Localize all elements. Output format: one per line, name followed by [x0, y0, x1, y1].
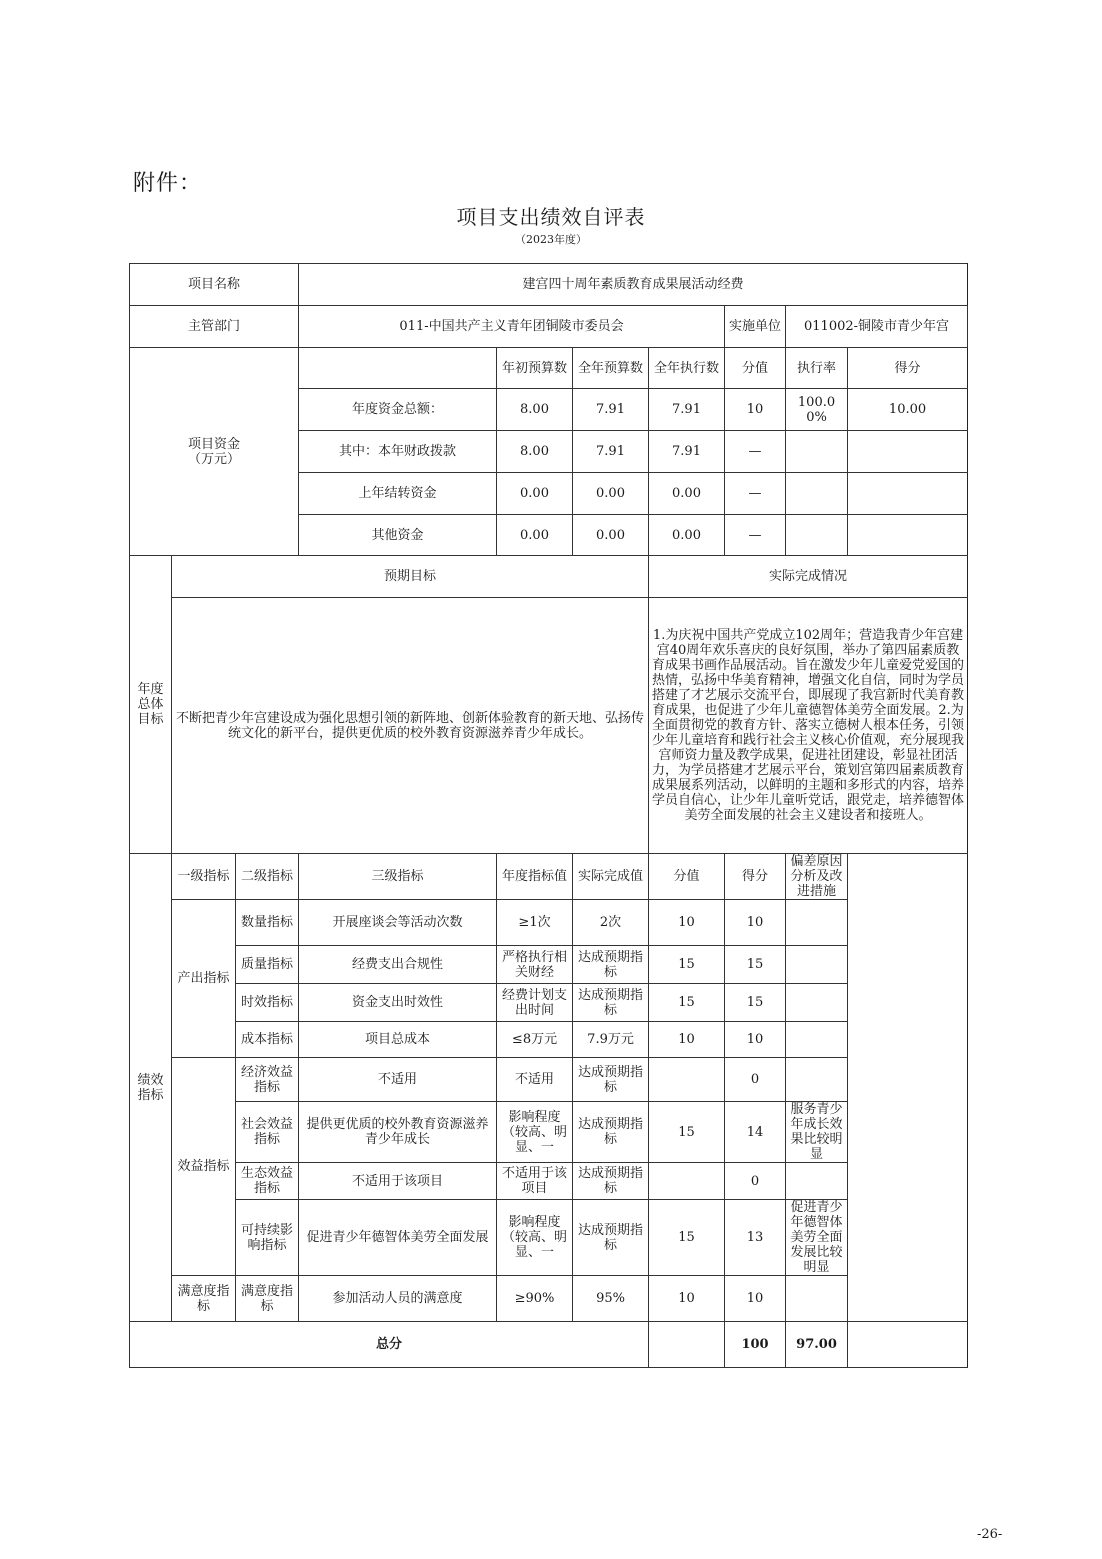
- indicator-row: [130, 946, 968, 984]
- indicator-target: [497, 984, 573, 1022]
- indicator-value: 10: [649, 1276, 725, 1322]
- indicator-level2: 数量指标: [236, 900, 299, 946]
- self-evaluation-table: [129, 263, 968, 1368]
- funds-score-value: —: [725, 473, 786, 515]
- total-row: [130, 1322, 968, 1368]
- indicator-level3: 不适用: [299, 1058, 497, 1102]
- indicator-score: 10: [725, 900, 786, 946]
- indicator-row: [130, 1022, 968, 1058]
- level1-benefit: 效益指标: [172, 1058, 236, 1276]
- header-level1: 一级指标: [172, 854, 236, 900]
- indicator-value: 15: [649, 984, 725, 1022]
- indicator-note: [786, 1058, 848, 1102]
- indicator-level3: 开展座谈会等活动次数: [299, 900, 497, 946]
- document-year: （2023年度）: [515, 233, 587, 246]
- indicator-target: 不适用于该项目: [497, 1163, 573, 1200]
- header-level2: 二级指标: [236, 854, 299, 900]
- expected-header: 预期目标: [172, 556, 649, 598]
- funds-header-score: 得分: [848, 348, 968, 389]
- indicator-level3: 不适用于该项目: [299, 1163, 497, 1200]
- funds-row-label: 年度资金总额：: [299, 389, 497, 431]
- actual-header: 实际完成情况: [649, 556, 968, 598]
- indicator-target: ≤8万元: [497, 1022, 573, 1058]
- funds-header-annual: 全年预算数: [573, 348, 649, 389]
- funds-row-label: 其中：本年财政拨款: [299, 431, 497, 473]
- header-target: 年度指标值: [497, 854, 573, 900]
- funds-executed: 7.91: [649, 431, 725, 473]
- indicator-note: 服务青少年成长效果比较明显: [786, 1102, 848, 1163]
- indicator-actual: 7.9万元: [573, 1022, 649, 1058]
- funds-header-row: [130, 348, 968, 389]
- funds-header-blank: [299, 348, 497, 389]
- project-name-row: [130, 264, 968, 306]
- page-number: -26-: [977, 1527, 1003, 1542]
- indicator-score: 10: [725, 1022, 786, 1058]
- funds-score-value: 10: [725, 389, 786, 431]
- indicators-header-row: [130, 854, 968, 900]
- indicator-actual: 达成预期指标: [573, 1163, 649, 1200]
- funds-row-label: 上年结转资金: [299, 473, 497, 515]
- indicator-row: [130, 984, 968, 1022]
- actual-completion-text: 1.为庆祝中国共产党成立102周年；营造我青少年宫建宫40周年欢乐喜庆的良好氛围，举办了第四届素质教育成果书画作品展活动。旨在激发少年儿童爱党爱国的热情，弘扬中华美育精神，增强文化自信，同时为学员搭建了才艺展示交流平台，即展现了我宫新时代美育教育成果，也促进了少年儿童德智体美劳全面发展。2.为全面贯彻党的教育方针、落实立德树人根本任务，引领少年儿童培育和践行社会主义核心价值观，充分展现我宫师资力量及教学成果，促进社团建设，彰显社团活力，为学员搭建才艺展示平台，策划宫第四届素质教育成果展系列活动，以鲜明的主题和多形式的内容，培养学员自信心，让少年儿童听党话，跟党走，培养德智体美劳全面发展的社会主义建设者和接班人。: [652, 628, 965, 823]
- indicator-level3: 参加活动人员的满意度: [299, 1276, 497, 1322]
- indicator-value: 15: [649, 946, 725, 984]
- funds-initial: 8.00: [497, 431, 573, 473]
- funds-executed: 0.00: [649, 515, 725, 556]
- indicator-actual: 达成预期指标: [573, 1200, 649, 1276]
- total-note: [848, 1322, 968, 1368]
- funds-header-score-value: 分值: [725, 348, 786, 389]
- indicator-actual: 达成预期指标: [573, 1102, 649, 1163]
- department-row: [130, 306, 968, 348]
- indicator-actual: 达成预期指标: [573, 1058, 649, 1102]
- project-name-value: 建宫四十周年素质教育成果展活动经费: [299, 264, 968, 306]
- indicator-level2: 质量指标: [236, 946, 299, 984]
- dept-value: 011-中国共产主义青年团铜陵市委员会: [299, 306, 725, 348]
- funds-score-value: —: [725, 431, 786, 473]
- indicator-row: [130, 1163, 968, 1200]
- indicator-level2: 可持续影响指标: [236, 1200, 299, 1276]
- indicator-target: [497, 946, 573, 984]
- header-score: 得分: [725, 854, 786, 900]
- indicator-note: [786, 900, 848, 946]
- indicator-score: 13: [725, 1200, 786, 1276]
- indicator-row: [130, 1058, 968, 1102]
- goals-content-row: [130, 598, 968, 854]
- funds-rate: [786, 473, 848, 515]
- indicator-actual: 达成预期指标: [573, 946, 649, 984]
- funds-row-label: 其他资金: [299, 515, 497, 556]
- unit-label: 实施单位: [725, 306, 786, 348]
- indicator-level3: 提供更优质的校外教育资源滋养青少年成长: [299, 1102, 497, 1163]
- dept-label: 主管部门: [130, 306, 299, 348]
- indicator-actual: 95%: [573, 1276, 649, 1322]
- indicator-level2: 社会效益指标: [236, 1102, 299, 1163]
- funds-header-initial: 年初预算数: [497, 348, 573, 389]
- indicator-score: 10: [725, 1276, 786, 1322]
- indicator-value: [649, 1058, 725, 1102]
- funds-annual: 7.91: [573, 431, 649, 473]
- indicator-value: 15: [649, 1102, 725, 1163]
- indicator-level3: 经费支出合规性: [299, 946, 497, 984]
- header-note: 偏差原因分析及改进措施: [786, 854, 848, 900]
- indicator-level3: 资金支出时效性: [299, 984, 497, 1022]
- funds-annual: 0.00: [573, 515, 649, 556]
- funds-rate: [786, 431, 848, 473]
- funds-score: 10.00: [848, 389, 968, 431]
- total-blank: [649, 1322, 725, 1368]
- project-name-label: 项目名称: [130, 264, 299, 306]
- indicator-value: 15: [649, 1200, 725, 1276]
- total-score: 97.00: [786, 1322, 848, 1368]
- goals-label: 年度总体目标: [130, 556, 172, 854]
- expected-goal-text: 不断把青少年宫建设成为强化思想引领的新阵地、创新体验教育的新天地、弘扬传统文化的新平台，提供更优质的校外教育资源滋养青少年成长。: [172, 598, 649, 854]
- funds-score: [848, 515, 968, 556]
- funds-header-rate: 执行率: [786, 348, 848, 389]
- indicator-target: 影响程度（较高、明显、一: [497, 1102, 573, 1163]
- total-value: 100: [725, 1322, 786, 1368]
- indicator-target: 不适用: [497, 1058, 573, 1102]
- funds-executed: 0.00: [649, 473, 725, 515]
- indicator-row: [130, 1102, 968, 1163]
- header-actual: 实际完成值: [573, 854, 649, 900]
- indicator-actual: 达成预期指标: [573, 984, 649, 1022]
- indicator-value: [649, 1163, 725, 1200]
- funds-score: [848, 431, 968, 473]
- indicator-score: 14: [725, 1102, 786, 1163]
- indicator-value: 10: [649, 1022, 725, 1058]
- indicator-note: [786, 984, 848, 1022]
- indicator-row: [130, 1276, 968, 1322]
- funds-rate: 100.00%: [786, 389, 848, 431]
- indicator-target: ≥90%: [497, 1276, 573, 1322]
- funds-rate: [786, 515, 848, 556]
- indicator-target: 影响程度（较高、明显、一: [497, 1200, 573, 1276]
- indicator-value: 10: [649, 900, 725, 946]
- indicator-note: [786, 1022, 848, 1058]
- indicator-level3: 促进青少年德智体美劳全面发展: [299, 1200, 497, 1276]
- indicator-note: [786, 1276, 848, 1322]
- funds-initial: 8.00: [497, 389, 573, 431]
- document-title: 项目支出绩效自评表: [456, 205, 646, 229]
- indicator-target-text: 严格执行相关财经: [502, 949, 568, 980]
- funds-initial: 0.00: [497, 473, 573, 515]
- indicator-note: 促进青少年德智体美劳全面发展比较明显: [786, 1200, 848, 1276]
- indicator-level2: 经济效益指标: [236, 1058, 299, 1102]
- indicator-row: [130, 900, 968, 946]
- goals-header-row: [130, 556, 968, 598]
- attachment-label: 附件：: [133, 171, 203, 196]
- header-value: 分值: [649, 854, 725, 900]
- indicator-row: [130, 1200, 968, 1276]
- level1-satisfaction: 满意度指标: [172, 1276, 236, 1322]
- funds-header-executed: 全年执行数: [649, 348, 725, 389]
- funds-annual: 7.91: [573, 389, 649, 431]
- header-level3: 三级指标: [299, 854, 497, 900]
- indicator-note: [786, 946, 848, 984]
- funds-score: [848, 473, 968, 515]
- level1-output: 产出指标: [172, 900, 236, 1058]
- funds-executed: 7.91: [649, 389, 725, 431]
- indicator-level2: 满意度指标: [236, 1276, 299, 1322]
- indicator-level2: 时效指标: [236, 984, 299, 1022]
- indicator-note: [786, 1163, 848, 1200]
- unit-value: 011002-铜陵市青少年宫: [786, 306, 968, 348]
- indicator-score: 0: [725, 1058, 786, 1102]
- funds-score-value: —: [725, 515, 786, 556]
- actual-completion-cell: [649, 598, 968, 854]
- indicator-target: ≥1次: [497, 900, 573, 946]
- indicator-level2: 生态效益指标: [236, 1163, 299, 1200]
- indicator-level2: 成本指标: [236, 1022, 299, 1058]
- funds-label: 项目资金 （万元）: [130, 348, 299, 556]
- indicator-score: 0: [725, 1163, 786, 1200]
- total-label: 总分: [130, 1322, 649, 1368]
- indicators-label: 绩效指标: [130, 854, 172, 1322]
- indicator-score: 15: [725, 984, 786, 1022]
- indicator-target-text: 经费计划支出时间: [502, 987, 568, 1018]
- indicator-actual: 2次: [573, 900, 649, 946]
- indicator-level3: 项目总成本: [299, 1022, 497, 1058]
- funds-annual: 0.00: [573, 473, 649, 515]
- funds-initial: 0.00: [497, 515, 573, 556]
- indicator-score: 15: [725, 946, 786, 984]
